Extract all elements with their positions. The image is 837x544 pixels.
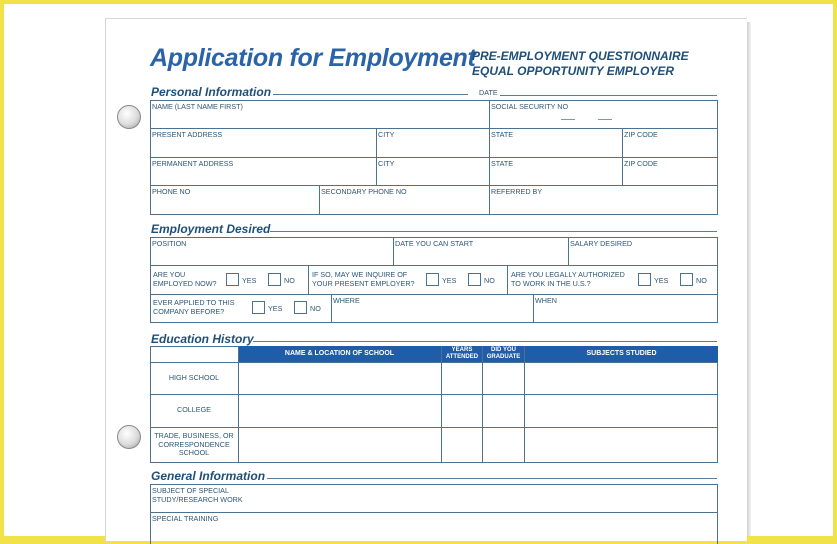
yes-label: YES <box>654 276 669 285</box>
col-divider <box>622 128 623 185</box>
employed-now-label: ARE YOU EMPLOYED NOW? <box>153 270 217 288</box>
ssn-dash <box>561 119 575 120</box>
yes-label: YES <box>242 276 257 285</box>
form-title: Application for Employment <box>150 44 476 72</box>
section-employment-desired: Employment Desired <box>151 222 271 236</box>
col-header-years: YEARS ATTENDED <box>442 346 482 362</box>
date-field[interactable] <box>500 95 717 96</box>
row-divider <box>150 128 718 129</box>
col-header-graduate: DID YOU GRADUATE <box>483 346 524 362</box>
col-divider <box>507 265 508 294</box>
no-label: NO <box>310 304 321 313</box>
col-header-school: NAME & LOCATION OF SCHOOL <box>238 346 441 362</box>
name-label: NAME (LAST NAME FIRST) <box>152 102 243 111</box>
form-subtitle-eoe: EQUAL OPPORTUNITY EMPLOYER <box>472 64 675 78</box>
col-divider <box>319 185 320 215</box>
where-label: WHERE <box>333 296 360 305</box>
no-label: NO <box>284 276 295 285</box>
row-divider <box>150 265 718 266</box>
col-divider <box>524 346 525 463</box>
col-divider <box>331 294 332 323</box>
employed-now-yes-checkbox[interactable] <box>226 273 239 286</box>
present-state-label: STATE <box>491 130 514 139</box>
col-divider <box>533 294 534 323</box>
yes-label: YES <box>442 276 457 285</box>
no-label: NO <box>484 276 495 285</box>
row-divider <box>150 185 718 186</box>
col-divider <box>441 346 442 463</box>
col-divider <box>482 346 483 463</box>
applied-before-no-checkbox[interactable] <box>294 301 307 314</box>
date-label: DATE <box>479 88 498 97</box>
inquire-label: IF SO, MAY WE INQUIRE OF YOUR PRESENT EMPLOYER? <box>312 270 415 288</box>
permanent-address-label: PERMANENT ADDRESS <box>152 159 234 168</box>
authorized-label: ARE YOU LEGALLY AUTHORIZED TO WORK IN THE U.S.? <box>511 270 625 288</box>
phone-label: PHONE NO <box>152 187 191 196</box>
col-divider <box>376 128 377 185</box>
section-rule <box>253 341 717 342</box>
special-study-label: SUBJECT OF SPECIAL STUDY/RESEARCH WORK <box>152 486 243 504</box>
applied-before-yes-checkbox[interactable] <box>252 301 265 314</box>
inquire-no-checkbox[interactable] <box>468 273 481 286</box>
employed-now-no-checkbox[interactable] <box>268 273 281 286</box>
col-divider <box>393 237 394 265</box>
special-training-label: SPECIAL TRAINING <box>152 514 219 523</box>
start-date-label: DATE YOU CAN START <box>395 239 474 248</box>
section-general-information: General Information <box>151 469 266 483</box>
col-divider <box>308 265 309 294</box>
row-divider <box>150 512 718 513</box>
inquire-yes-checkbox[interactable] <box>426 273 439 286</box>
row-label-trade-school: TRADE, BUSINESS, OR CORRESPONDENCE SCHOOL <box>154 431 234 458</box>
referred-by-label: REFERRED BY <box>491 187 543 196</box>
row-label-college: COLLEGE <box>177 405 211 415</box>
ssn-dash <box>598 119 612 120</box>
row-label-high-school: HIGH SCHOOL <box>168 372 220 382</box>
section-rule <box>270 231 717 232</box>
col-divider <box>489 100 490 215</box>
applied-before-label: EVER APPLIED TO THIS COMPANY BEFORE? <box>153 298 235 316</box>
permanent-state-label: STATE <box>491 159 514 168</box>
section-education-history: Education History <box>151 332 254 346</box>
when-label: WHEN <box>535 296 557 305</box>
present-city-label: CITY <box>378 130 395 139</box>
position-label: POSITION <box>152 239 187 248</box>
col-divider <box>568 237 569 265</box>
section-rule <box>273 94 468 95</box>
authorized-yes-checkbox[interactable] <box>638 273 651 286</box>
permanent-zip-label: ZIP CODE <box>624 159 658 168</box>
permanent-city-label: CITY <box>378 159 395 168</box>
col-divider <box>238 346 239 463</box>
yes-label: YES <box>268 304 283 313</box>
ssn-label: SOCIAL SECURITY NO <box>491 102 569 111</box>
col-header-subjects: SUBJECTS STUDIED <box>525 346 718 362</box>
salary-label: SALARY DESIRED <box>570 239 633 248</box>
present-address-label: PRESENT ADDRESS <box>152 130 223 139</box>
no-label: NO <box>696 276 707 285</box>
secondary-phone-label: SECONDARY PHONE NO <box>321 187 407 196</box>
row-divider <box>150 294 718 295</box>
authorized-no-checkbox[interactable] <box>680 273 693 286</box>
row-divider <box>150 157 718 158</box>
punch-hole-top-icon <box>117 105 141 129</box>
punch-hole-bottom-icon <box>117 425 141 449</box>
section-rule <box>267 478 717 479</box>
section-personal-information: Personal Information <box>151 85 272 99</box>
form-subtitle-questionnaire: PRE-EMPLOYMENT QUESTIONNAIRE <box>472 49 689 63</box>
present-zip-label: ZIP CODE <box>624 130 658 139</box>
